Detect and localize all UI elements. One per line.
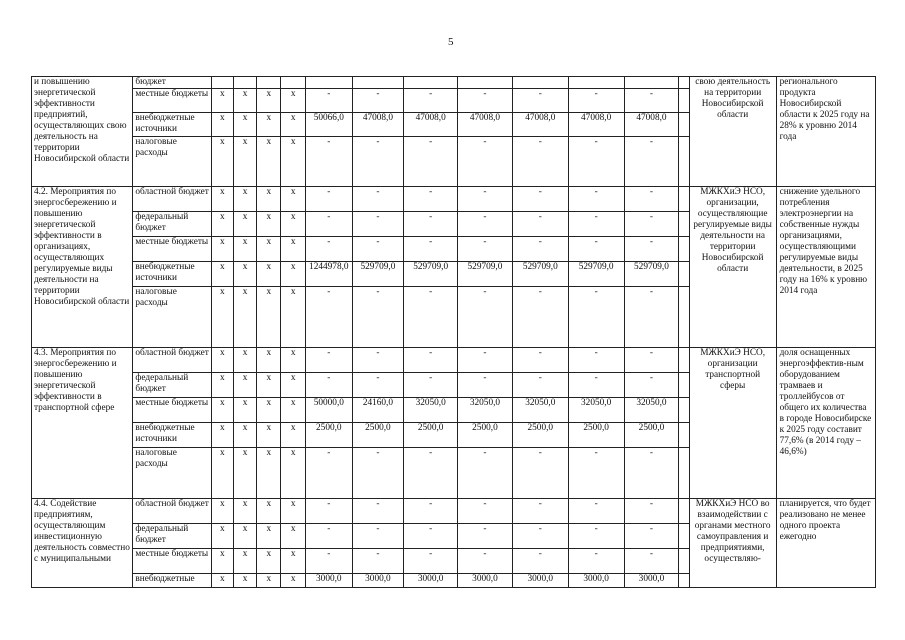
table-row xyxy=(32,348,876,373)
x-mark: x xyxy=(281,398,306,423)
funding-source: областной бюджет xyxy=(133,499,212,524)
amount-value: - xyxy=(352,524,404,549)
executor: МЖКХиЭ НСО, организации, осуществляющие регулируемые виды деятельности на территории Новосибирской области xyxy=(689,187,776,348)
amount-value: - xyxy=(352,212,404,237)
page-number: 5 xyxy=(448,36,454,48)
amount-value: - xyxy=(458,524,513,549)
expected-result: планируется, что будет реализовано не менее одного проекта ежегодно xyxy=(776,499,875,588)
amount-value: 24160,0 xyxy=(352,398,404,423)
amount-value: 529709,0 xyxy=(624,262,679,287)
amount-value: - xyxy=(306,348,353,373)
x-mark: x xyxy=(281,524,306,549)
amount-value: 3000,0 xyxy=(624,574,679,588)
amount-value xyxy=(624,77,679,89)
amount-value xyxy=(568,77,624,89)
amount-value: - xyxy=(404,187,458,212)
amount-value: 1244978,0 xyxy=(306,262,353,287)
amount-value: - xyxy=(458,287,513,348)
amount-value: - xyxy=(512,348,568,373)
amount-value: 2500,0 xyxy=(568,423,624,448)
program-table xyxy=(31,76,876,588)
empty-cell xyxy=(679,549,689,574)
amount-value: - xyxy=(404,499,458,524)
amount-value: - xyxy=(458,237,513,262)
amount-value: - xyxy=(512,499,568,524)
amount-value: 50066,0 xyxy=(306,113,353,137)
x-mark: x xyxy=(233,398,257,423)
x-mark: x xyxy=(233,499,257,524)
x-mark: x xyxy=(233,373,257,398)
amount-value: - xyxy=(404,212,458,237)
table-row xyxy=(32,499,876,524)
x-mark: x xyxy=(233,448,257,499)
amount-value: - xyxy=(458,373,513,398)
x-mark: x xyxy=(257,237,281,262)
x-mark: x xyxy=(257,524,281,549)
x-mark: x xyxy=(211,448,233,499)
x-mark: x xyxy=(281,423,306,448)
amount-value: - xyxy=(458,499,513,524)
executor: МЖКХиЭ НСО во взаимодействии с органами местного самоуправления и предприятиями, осуществляю- xyxy=(689,499,776,588)
amount-value: - xyxy=(624,287,679,348)
amount-value: - xyxy=(568,499,624,524)
x-mark xyxy=(233,77,257,89)
amount-value: 47008,0 xyxy=(404,113,458,137)
x-mark: x xyxy=(281,287,306,348)
funding-source: внебюджетные источники xyxy=(133,262,212,287)
x-mark: x xyxy=(257,348,281,373)
amount-value: 47008,0 xyxy=(352,113,404,137)
amount-value: - xyxy=(404,348,458,373)
amount-value: - xyxy=(458,187,513,212)
amount-value: - xyxy=(306,212,353,237)
amount-value: - xyxy=(624,524,679,549)
x-mark: x xyxy=(211,549,233,574)
amount-value: 47008,0 xyxy=(624,113,679,137)
empty-cell xyxy=(679,398,689,423)
amount-value: - xyxy=(458,348,513,373)
x-mark: x xyxy=(257,287,281,348)
amount-value: 32050,0 xyxy=(568,398,624,423)
amount-value: - xyxy=(458,549,513,574)
amount-value: - xyxy=(306,373,353,398)
x-mark: x xyxy=(211,499,233,524)
amount-value: - xyxy=(512,373,568,398)
x-mark: x xyxy=(211,423,233,448)
amount-value: - xyxy=(306,187,353,212)
x-mark: x xyxy=(257,262,281,287)
amount-value: - xyxy=(624,237,679,262)
amount-value: 47008,0 xyxy=(512,113,568,137)
amount-value: 529709,0 xyxy=(404,262,458,287)
measure-title: 4.2. Мероприятия по энергосбережению и повышению энергетической эффективности в организациях, осуществляющих регулируемые виды деятельности на территории Новосибирской области xyxy=(32,187,133,348)
x-mark: x xyxy=(211,373,233,398)
funding-source: областной бюджет xyxy=(133,187,212,212)
x-mark: x xyxy=(257,373,281,398)
amount-value: - xyxy=(458,137,513,187)
funding-source: федеральный бюджет xyxy=(133,524,212,549)
x-mark: x xyxy=(233,187,257,212)
funding-source: местные бюджеты xyxy=(133,237,212,262)
x-mark: x xyxy=(233,212,257,237)
x-mark: x xyxy=(281,348,306,373)
amount-value: - xyxy=(512,549,568,574)
empty-cell xyxy=(679,574,689,588)
x-mark: x xyxy=(257,549,281,574)
x-mark: x xyxy=(257,137,281,187)
amount-value: - xyxy=(404,448,458,499)
table-row xyxy=(32,77,876,89)
amount-value: 3000,0 xyxy=(568,574,624,588)
x-mark: x xyxy=(281,499,306,524)
amount-value: - xyxy=(352,549,404,574)
x-mark xyxy=(257,77,281,89)
x-mark: x xyxy=(281,549,306,574)
amount-value: - xyxy=(404,373,458,398)
empty-cell xyxy=(679,499,689,524)
amount-value: - xyxy=(404,549,458,574)
amount-value: - xyxy=(568,524,624,549)
funding-source: налоговые расходы xyxy=(133,137,212,187)
executor: свою деятельность на территории Новосибирской области xyxy=(689,77,776,187)
amount-value: 2500,0 xyxy=(624,423,679,448)
x-mark: x xyxy=(211,113,233,137)
amount-value: 529709,0 xyxy=(458,262,513,287)
amount-value: 3000,0 xyxy=(512,574,568,588)
x-mark: x xyxy=(211,524,233,549)
amount-value: - xyxy=(404,287,458,348)
x-mark: x xyxy=(233,423,257,448)
amount-value: - xyxy=(568,549,624,574)
amount-value: 3000,0 xyxy=(458,574,513,588)
empty-cell xyxy=(679,287,689,348)
empty-cell xyxy=(679,77,689,89)
amount-value: 47008,0 xyxy=(458,113,513,137)
x-mark: x xyxy=(281,89,306,113)
empty-cell xyxy=(679,262,689,287)
amount-value: - xyxy=(352,348,404,373)
x-mark xyxy=(281,77,306,89)
amount-value: - xyxy=(624,499,679,524)
x-mark: x xyxy=(257,398,281,423)
amount-value: - xyxy=(624,348,679,373)
x-mark: x xyxy=(257,89,281,113)
amount-value: 32050,0 xyxy=(624,398,679,423)
amount-value: 2500,0 xyxy=(404,423,458,448)
x-mark: x xyxy=(281,113,306,137)
amount-value: 3000,0 xyxy=(404,574,458,588)
x-mark: x xyxy=(257,574,281,588)
measure-title: 4.4. Содействие предприятиям, осуществляющим инвестиционную деятельность совместно с муниципальными xyxy=(32,499,133,588)
funding-source: налоговые расходы xyxy=(133,448,212,499)
empty-cell xyxy=(679,524,689,549)
amount-value: - xyxy=(624,137,679,187)
x-mark: x xyxy=(281,137,306,187)
amount-value: - xyxy=(568,287,624,348)
x-mark: x xyxy=(281,373,306,398)
x-mark: x xyxy=(257,499,281,524)
amount-value: - xyxy=(306,499,353,524)
x-mark: x xyxy=(211,187,233,212)
amount-value: - xyxy=(568,89,624,113)
x-mark: x xyxy=(211,348,233,373)
amount-value: - xyxy=(306,549,353,574)
empty-cell xyxy=(679,237,689,262)
funding-source: местные бюджеты xyxy=(133,89,212,113)
amount-value: - xyxy=(568,187,624,212)
x-mark: x xyxy=(211,237,233,262)
x-mark: x xyxy=(233,549,257,574)
amount-value: 2500,0 xyxy=(458,423,513,448)
amount-value: 2500,0 xyxy=(352,423,404,448)
amount-value: - xyxy=(512,137,568,187)
x-mark: x xyxy=(211,212,233,237)
x-mark: x xyxy=(281,237,306,262)
expected-result: снижение удельного потребления электроэнергии на собственные нужды организациями, осуществляющими регулируемые виды деятельности, в 2025 году на 16% к уровню 2014 года xyxy=(776,187,875,348)
empty-cell xyxy=(679,448,689,499)
x-mark: x xyxy=(233,348,257,373)
x-mark: x xyxy=(233,287,257,348)
funding-source: местные бюджеты xyxy=(133,549,212,574)
amount-value: - xyxy=(512,212,568,237)
amount-value: - xyxy=(352,187,404,212)
x-mark: x xyxy=(281,212,306,237)
empty-cell xyxy=(679,348,689,373)
amount-value: - xyxy=(624,212,679,237)
x-mark: x xyxy=(211,89,233,113)
executor: МЖКХиЭ НСО, организации транспортной сферы xyxy=(689,348,776,499)
amount-value: - xyxy=(306,237,353,262)
amount-value: - xyxy=(512,237,568,262)
amount-value: - xyxy=(404,524,458,549)
x-mark: x xyxy=(281,574,306,588)
amount-value: - xyxy=(306,524,353,549)
x-mark: x xyxy=(257,212,281,237)
amount-value xyxy=(404,77,458,89)
amount-value xyxy=(352,77,404,89)
empty-cell xyxy=(679,373,689,398)
amount-value: - xyxy=(624,373,679,398)
expected-result: доля оснащенных энергоэффектив-ным оборудованием трамваев и троллейбусов от общего их количества в городе Новосибирске к 2025 году составит 77,6% (в 2014 году – 46,6%) xyxy=(776,348,875,499)
amount-value: - xyxy=(624,549,679,574)
x-mark: x xyxy=(233,237,257,262)
x-mark: x xyxy=(211,574,233,588)
amount-value: - xyxy=(306,287,353,348)
amount-value: - xyxy=(306,448,353,499)
amount-value: - xyxy=(624,187,679,212)
amount-value: - xyxy=(352,89,404,113)
amount-value: - xyxy=(568,348,624,373)
x-mark xyxy=(211,77,233,89)
amount-value: - xyxy=(458,89,513,113)
table-row xyxy=(32,187,876,212)
funding-source: областной бюджет xyxy=(133,348,212,373)
amount-value: - xyxy=(352,137,404,187)
funding-source: бюджет xyxy=(133,77,212,89)
x-mark: x xyxy=(281,187,306,212)
amount-value: - xyxy=(352,373,404,398)
amount-value: - xyxy=(306,89,353,113)
amount-value: - xyxy=(512,89,568,113)
amount-value: 50000,0 xyxy=(306,398,353,423)
x-mark: x xyxy=(281,448,306,499)
x-mark: x xyxy=(257,113,281,137)
amount-value: - xyxy=(352,237,404,262)
amount-value: - xyxy=(512,448,568,499)
empty-cell xyxy=(679,212,689,237)
x-mark: x xyxy=(233,262,257,287)
amount-value: - xyxy=(624,89,679,113)
amount-value: 32050,0 xyxy=(512,398,568,423)
amount-value: - xyxy=(352,499,404,524)
x-mark: x xyxy=(257,448,281,499)
amount-value: - xyxy=(624,448,679,499)
amount-value: 3000,0 xyxy=(306,574,353,588)
amount-value: - xyxy=(306,137,353,187)
amount-value xyxy=(512,77,568,89)
amount-value: 2500,0 xyxy=(512,423,568,448)
funding-source: внебюджетные источники xyxy=(133,423,212,448)
x-mark: x xyxy=(233,89,257,113)
funding-source: федеральный бюджет xyxy=(133,212,212,237)
empty-cell xyxy=(679,89,689,113)
x-mark: x xyxy=(211,398,233,423)
x-mark: x xyxy=(233,524,257,549)
x-mark: x xyxy=(211,262,233,287)
measure-title: и повышению энергетической эффективности предприятий, осуществляющих свою деятельность на территории Новосибирской области xyxy=(32,77,133,187)
x-mark: x xyxy=(211,287,233,348)
measure-title: 4.3. Мероприятия по энергосбережению и повышению энергетической эффективности в транспортной сфере xyxy=(32,348,133,499)
amount-value: - xyxy=(458,448,513,499)
x-mark: x xyxy=(233,137,257,187)
x-mark: x xyxy=(257,423,281,448)
amount-value: - xyxy=(568,237,624,262)
expected-result: регионального продукта Новосибирской области к 2025 году на 28% к уровню 2014 года xyxy=(776,77,875,187)
amount-value: - xyxy=(458,212,513,237)
amount-value: 529709,0 xyxy=(352,262,404,287)
x-mark: x xyxy=(211,137,233,187)
amount-value: - xyxy=(404,137,458,187)
x-mark: x xyxy=(233,574,257,588)
empty-cell xyxy=(679,423,689,448)
amount-value xyxy=(306,77,353,89)
amount-value: - xyxy=(404,89,458,113)
amount-value: 529709,0 xyxy=(512,262,568,287)
amount-value: 47008,0 xyxy=(568,113,624,137)
amount-value: - xyxy=(512,287,568,348)
amount-value: - xyxy=(512,187,568,212)
amount-value: - xyxy=(568,448,624,499)
funding-source: федеральный бюджет xyxy=(133,373,212,398)
amount-value: - xyxy=(512,524,568,549)
amount-value: - xyxy=(568,373,624,398)
amount-value: 32050,0 xyxy=(404,398,458,423)
empty-cell xyxy=(679,187,689,212)
funding-source: налоговые расходы xyxy=(133,287,212,348)
amount-value: - xyxy=(404,237,458,262)
amount-value: 3000,0 xyxy=(352,574,404,588)
x-mark: x xyxy=(257,187,281,212)
amount-value: - xyxy=(568,212,624,237)
funding-source: внебюджетные источники xyxy=(133,113,212,137)
amount-value: 2500,0 xyxy=(306,423,353,448)
amount-value: - xyxy=(352,448,404,499)
empty-cell xyxy=(679,113,689,137)
amount-value: 32050,0 xyxy=(458,398,513,423)
empty-cell xyxy=(679,137,689,187)
x-mark: x xyxy=(281,262,306,287)
amount-value: - xyxy=(352,287,404,348)
x-mark: x xyxy=(233,113,257,137)
funding-source: местные бюджеты xyxy=(133,398,212,423)
amount-value: - xyxy=(568,137,624,187)
amount-value xyxy=(458,77,513,89)
funding-source: внебюджетные xyxy=(133,574,212,588)
amount-value: 529709,0 xyxy=(568,262,624,287)
